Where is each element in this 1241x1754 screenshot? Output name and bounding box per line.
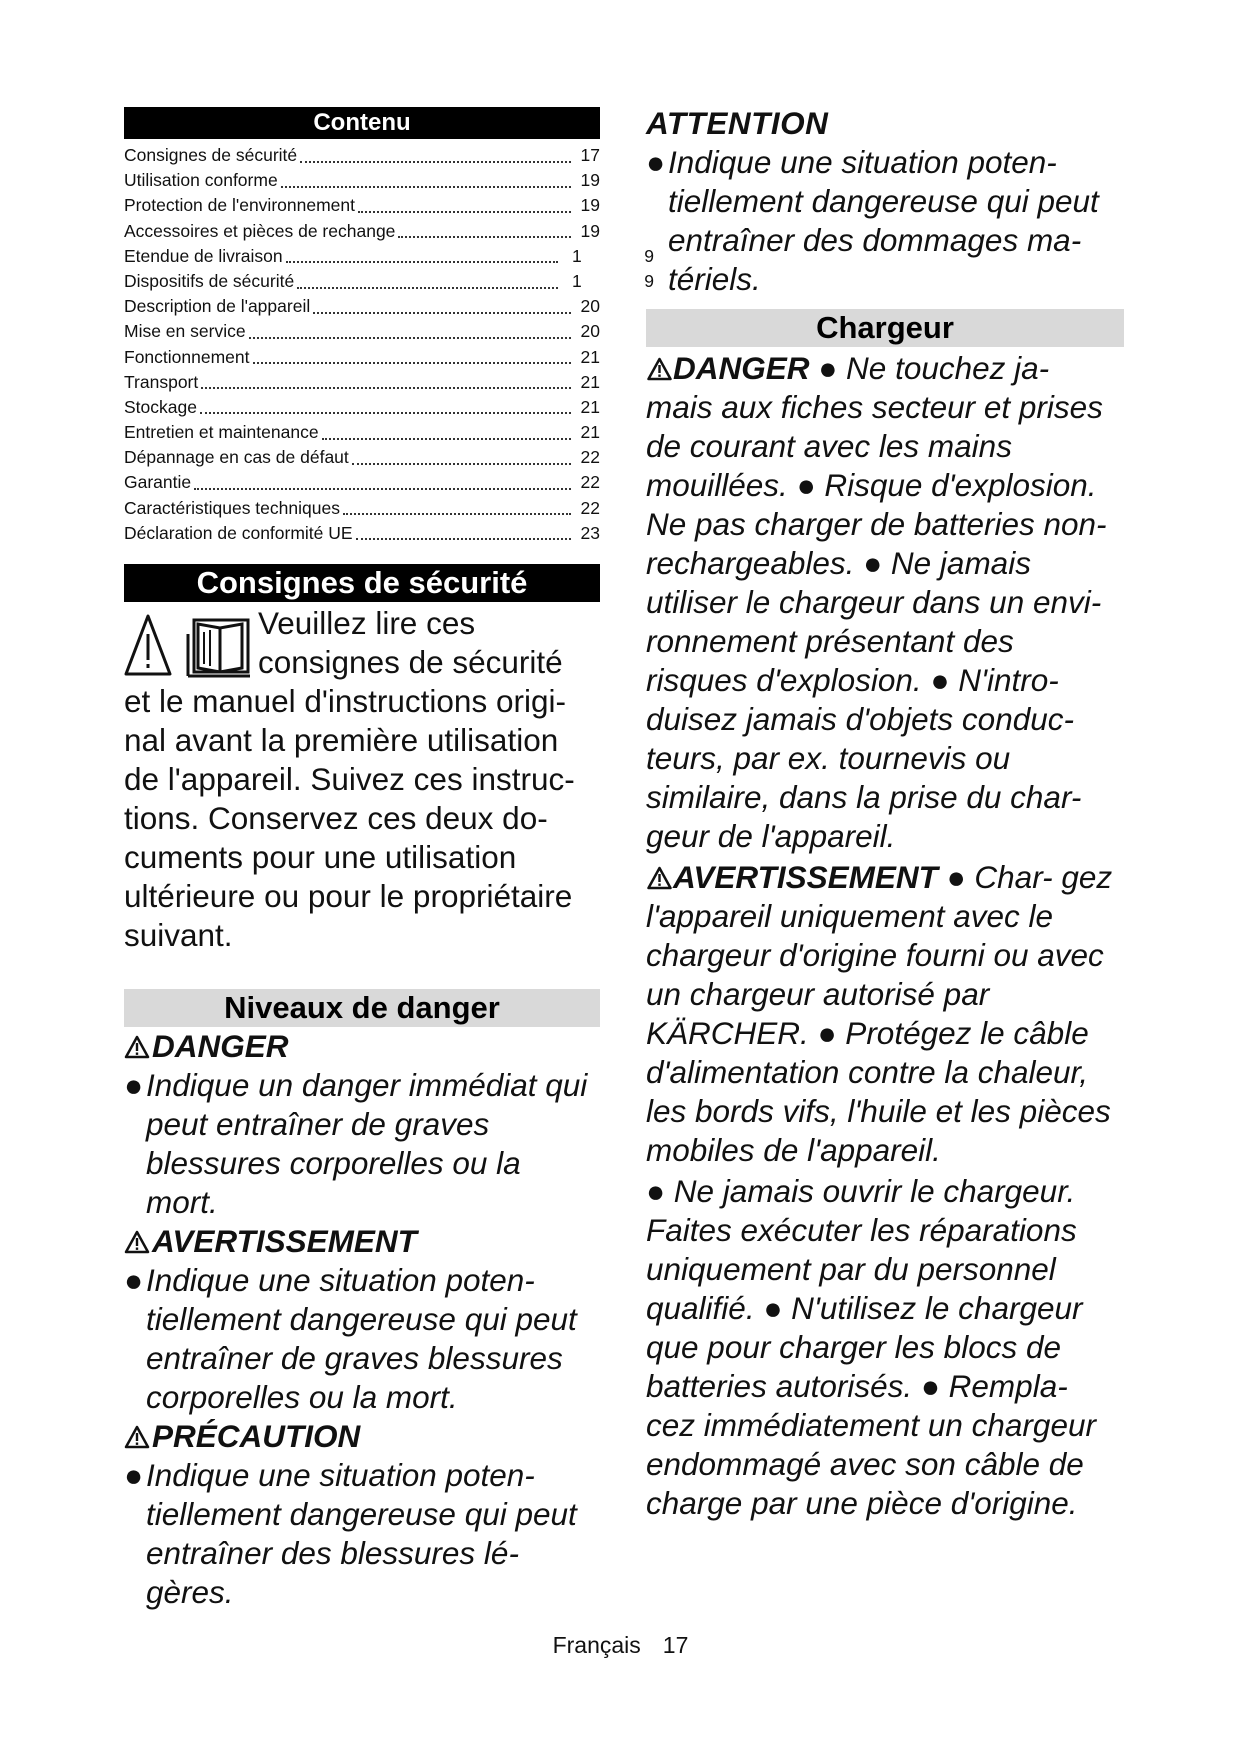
- toc-item[interactable]: Utilisation conforme 19: [124, 170, 600, 191]
- page-number: 17: [662, 1632, 689, 1658]
- toc-item[interactable]: Mise en service 20: [124, 321, 600, 342]
- charger-warning-text: AVERTISSEMENT ● Char- gez l'appareil uniquement avec le chargeur d'origine fourni ou avec un chargeur autorisé par KÄRCHER. ● Protégez le câble d'alimentation contre la chaleur, les bords vifs, l'huile et les pièces mobiles de l'appareil.: [646, 859, 1113, 1168]
- danger-levels-title: Niveaux de danger: [124, 989, 600, 1027]
- danger-level-danger: [124, 1027, 600, 1222]
- toc-item[interactable]: Transport 21: [124, 371, 600, 392]
- warning-manual-icon: [124, 610, 254, 682]
- toc-item[interactable]: Consignes de sécurité 17: [124, 145, 600, 165]
- warning-triangle-icon: [124, 1230, 150, 1254]
- bullet-icon: ●: [124, 1457, 144, 1493]
- safety-section-title: Consignes de sécurité: [124, 564, 600, 602]
- level-heading: PRÉCAUTION: [152, 1418, 361, 1454]
- intro-body: et le manuel d'instructions origi- nal avant la première utilisation de l'appareil. Suivez ces instruc- tions. Conservez ces deux do- cuments pour une utilisation ultérieure ou pour le propriétaire suivant.: [124, 683, 575, 953]
- intro-line-2: consignes de sécurité: [258, 644, 563, 680]
- toc-item[interactable]: Protection de l'environnement 19: [124, 195, 600, 216]
- toc-title: Contenu: [124, 107, 600, 139]
- left-column: [124, 107, 654, 1612]
- attention-text: ●Indique une situation poten- tiellement dangereuse qui peut entraîner des dommages ma- tériels.: [646, 144, 1099, 297]
- bullet-icon: ●: [124, 1262, 144, 1298]
- safety-intro: [124, 604, 600, 955]
- toc-item[interactable]: Caractéristiques techniques 22: [124, 497, 600, 518]
- warning-label: AVERTISSEMENT: [673, 859, 938, 895]
- footer-language: Français: [552, 1632, 641, 1658]
- toc-item[interactable]: Etendue de livraison 1 9: [124, 245, 654, 266]
- toc-item[interactable]: Déclaration de conformité UE 23: [124, 522, 600, 543]
- attention-heading: ATTENTION: [646, 105, 829, 141]
- intro-line-1: Veuillez lire ces: [258, 605, 476, 641]
- danger-level-caution: [124, 1417, 600, 1612]
- toc-item[interactable]: Fonctionnement 21: [124, 346, 600, 367]
- danger-label: DANGER: [673, 350, 810, 386]
- toc-item[interactable]: Dispositifs de sécurité 1 9: [124, 270, 654, 291]
- level-description: Indique un danger immédiat qui peut entraîner de graves blessures corporelles ou la mort.: [146, 1067, 588, 1220]
- danger-level-warning: [124, 1222, 600, 1417]
- toc-item[interactable]: Description de l'appareil 20: [124, 296, 600, 317]
- bullet-icon: ●: [124, 1067, 144, 1103]
- toc-item[interactable]: Dépannage en cas de défaut 22: [124, 447, 600, 468]
- toc-item[interactable]: Entretien et maintenance 21: [124, 422, 600, 443]
- toc-item[interactable]: Garantie 22: [124, 472, 600, 493]
- toc-item[interactable]: Stockage 21: [124, 396, 600, 417]
- right-column: [646, 104, 1124, 1523]
- toc-item[interactable]: Accessoires et pièces de rechange 19: [124, 220, 600, 241]
- warning-triangle-icon: [646, 357, 673, 381]
- warning-triangle-icon: [124, 1035, 150, 1059]
- level-description: Indique une situation poten- tiellement dangereuse qui peut entraîner des blessures lé- gères.: [146, 1457, 577, 1610]
- level-description: Indique une situation poten- tiellement dangereuse qui peut entraîner de graves blessures corporelles ou la mort.: [146, 1262, 577, 1415]
- charger-danger-text: DANGER ● Ne touchez ja- mais aux fiches secteur et prises de courant avec les mains mouillées. ● Risque d'explosion. Ne pas charger de batteries non-rechargeables. ● Ne jamais utiliser le chargeur dans un envi- ronnement présentant des risques d'explosion. ● N'intro- duisez jamais d'objets conduc- teurs, par ex. tournevis ou similaire, dans la prise du char- geur de l'appareil.: [646, 350, 1107, 854]
- bullet-icon: ●: [646, 144, 666, 180]
- page-footer: [0, 1630, 1241, 1660]
- level-heading: AVERTISSEMENT: [152, 1223, 417, 1259]
- level-heading: DANGER: [152, 1028, 289, 1064]
- charger-extra-text: ● Ne jamais ouvrir le chargeur. Faites exécuter les réparations uniquement par du personnel qualifié. ● N'utilisez le chargeur que pour charger les blocs de batteries autorisés. ● Rempla- cez immédiatement un chargeur endommagé avec son câble de charge par une pièce d'origine.: [646, 1173, 1096, 1521]
- table-of-contents: [124, 143, 654, 546]
- warning-triangle-icon: [124, 1425, 150, 1449]
- warning-triangle-icon: [646, 866, 673, 890]
- charger-section-title: Chargeur: [646, 309, 1124, 347]
